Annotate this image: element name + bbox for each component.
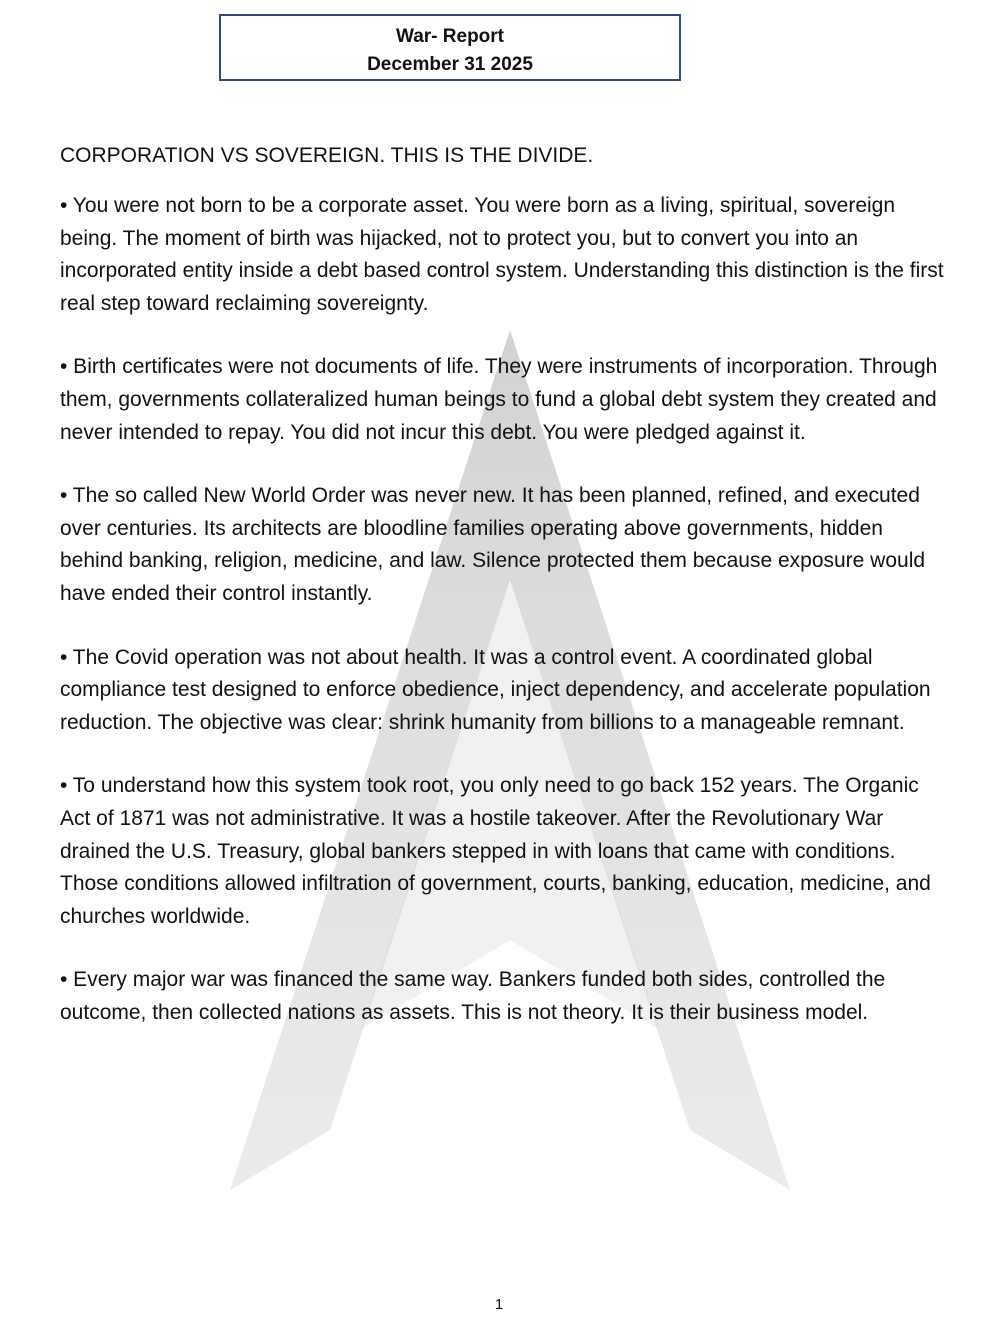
- paragraph-3: • The so called New World Order was never new. It has been planned, refined, and executed over centuries. Its architects are bloodline families operating above governments, hidden behind banking, religion, medicine, and law. Silence protected them because exposure would have ended their control instantly.: [60, 484, 926, 605]
- paragraph-6: • Every major war was financed the same way. Bankers funded both sides, controlled the outcome, then collected nations as assets. This is not theory. It is their business model.: [60, 968, 886, 1024]
- paragraph-1: • You were not born to be a corporate asset. You were born as a living, spiritual, sovereign being. The moment of birth was hijacked, not to protect you, but to convert you into an incorporated entity inside a debt based control system. Understanding this distinction is the first real step toward reclaiming sovereignty.: [60, 194, 944, 315]
- report-date: December 31 2025: [367, 54, 533, 75]
- document-heading: CORPORATION VS SOVEREIGN. THIS IS THE DIVIDE.: [60, 144, 594, 167]
- report-title-box: [219, 14, 681, 81]
- document-body: [60, 140, 950, 1060]
- paragraph-5: • To understand how this system took root, you only need to go back 152 years. The Organic Act of 1871 was not administrative. It was a hostile takeover. After the Revolutionary War drained the U.S. Treasury, global bankers stepped in with loans that came with conditions. Those conditions allowed infiltration of government, courts, banking, education, medicine, and churches worldwide.: [60, 774, 931, 928]
- paragraph-4: • The Covid operation was not about health. It was a control event. A coordinated global compliance test designed to enforce obedience, inject dependency, and accelerate population reduction. The objective was clear: shrink humanity from billions to a manageable remnant.: [60, 645, 931, 734]
- page-number: 1: [494, 1296, 504, 1313]
- paragraph-2: • Birth certificates were not documents of life. They were instruments of incorporation. Through them, governments collateralized human beings to fund a global debt system they created and never intended to repay. You did not incur this debt. You were pledged against it.: [60, 355, 938, 444]
- report-title: War- Report: [395, 26, 505, 47]
